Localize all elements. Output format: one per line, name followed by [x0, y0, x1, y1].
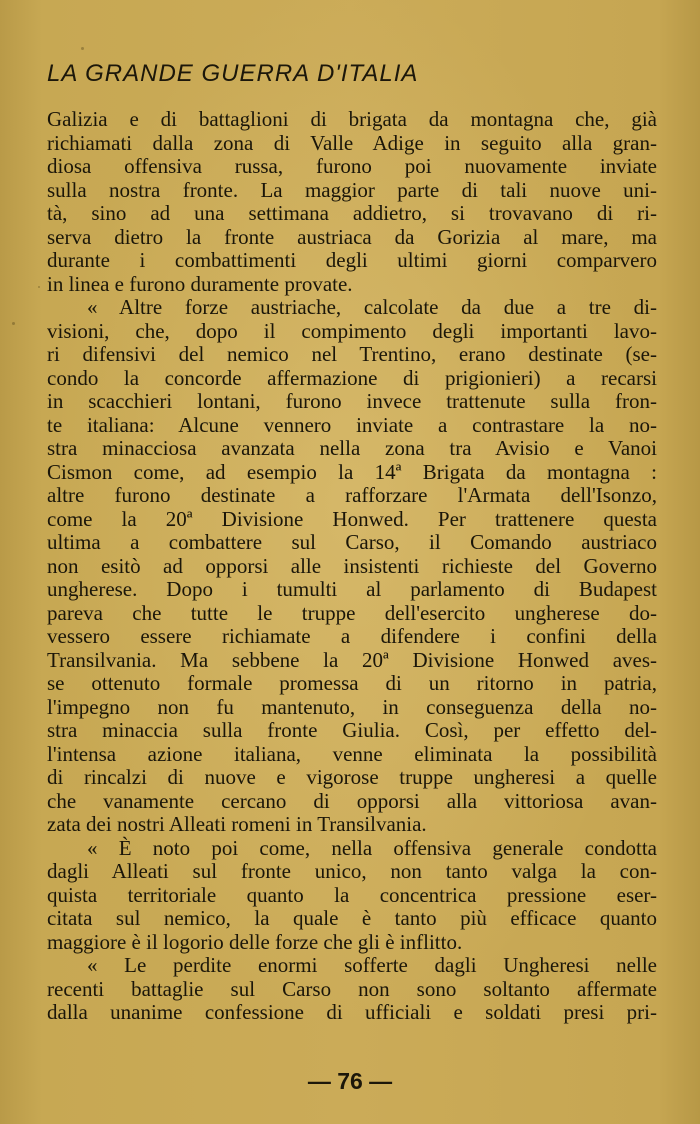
text-line: ungherese. Dopo i tumulti al parlamento di Budapest [47, 577, 657, 601]
text-line: in linea e furono duramente provate. [47, 271, 353, 296]
running-head: LA GRANDE GUERRA D'ITALIA [47, 60, 419, 87]
text-line: quista territoriale quanto la concentrica pressione eser- [47, 882, 657, 907]
text-line: tà, sino ad una settimana addietro, si trovavano di ri- [47, 201, 657, 225]
text-line: « Altre forze austriache, calcolate da due a tre di- [87, 295, 657, 319]
text-line: non esitò ad opporsi alle insistenti richieste del Governo [47, 553, 657, 578]
text-line: sulla nostra fronte. La maggior parte di tali nuove uni- [47, 177, 657, 202]
text-line: stra minaccia sulla fronte Giulia. Così, per effetto del- [47, 718, 657, 742]
text-line: Galizia e di battaglioni di brigata da montagna che, già [47, 107, 657, 131]
text-line: condo la concorde affermazione di prigionieri) a recarsi [47, 365, 657, 390]
text-line: Cismon come, ad esempio la 14ª Brigata da montagna : [47, 459, 657, 484]
text-line: visioni, che, dopo il compimento degli importanti lavo- [47, 318, 657, 343]
text-line: « È noto poi come, nella offensiva generale condotta [87, 835, 657, 860]
page-number: — 76 — [307, 1068, 393, 1094]
paper-speck [38, 286, 40, 288]
text-line: « Le perdite enormi sofferte dagli Ungheresi nelle [87, 953, 657, 977]
text-line: di rincalzi di nuove e vigorose truppe ungheresi a quelle [47, 765, 657, 789]
text-line: come la 20ª Divisione Honwed. Per trattenere questa [47, 506, 657, 531]
text-line: che vanamente cercano di opporsi alla vittoriosa avan- [47, 788, 657, 813]
paper-speck [81, 47, 84, 50]
text-line: maggiore è il logorio delle forze che gli è inflitto. [47, 929, 463, 954]
text-line: pareva che tutte le truppe dell'esercito ungherese do- [47, 600, 657, 625]
text-line: stra minacciosa avanzata nella zona tra Avisio e Vanoi [47, 436, 657, 460]
text-line: l'impegno non fu mantenuto, in conseguenza della no- [47, 694, 657, 719]
text-line: te italiana: Alcune vennero inviate a contrastare la no- [47, 412, 657, 437]
text-line: dalla unanime confessione di ufficiali e soldati presi pri- [47, 1000, 657, 1024]
text-line: serva dietro la fronte austriaca da Gorizia al mare, ma [47, 224, 657, 249]
text-line: vessero essere richiamate a difendere i confini della [47, 624, 657, 648]
text-line: durante i combattimenti degli ultimi giorni comparvero [47, 248, 657, 272]
body-text [47, 108, 657, 1025]
text-line: se ottenuto formale promessa di un ritorno in patria, [47, 671, 657, 695]
text-line: in scacchieri lontani, furono invece trattenute sulla fron- [47, 389, 657, 413]
text-line: citata sul nemico, la quale è tanto più efficace quanto [47, 906, 657, 930]
paper-speck [12, 322, 15, 325]
text-line: ultima a combattere sul Carso, il Comando austriaco [47, 530, 657, 554]
text-line: altre furono destinate a rafforzare l'Armata dell'Isonzo, [47, 483, 657, 507]
text-line: Transilvania. Ma sebbene la 20ª Divisione Honwed aves- [47, 647, 657, 672]
text-line: l'intensa azione italiana, venne eliminata la possibilità [47, 741, 657, 766]
text-line: richiamati dalla zona di Valle Adige in seguito alla gran- [47, 130, 657, 155]
text-line: dagli Alleati sul fronte unico, non tanto valga la con- [47, 859, 657, 883]
text-line: diosa offensiva russa, furono poi nuovamente inviate [47, 154, 657, 178]
text-line: recenti battaglie sul Carso non sono soltanto affermate [47, 976, 657, 1001]
text-line: zata dei nostri Alleati romeni in Transilvania. [47, 812, 427, 836]
text-line: ri difensivi del nemico nel Trentino, erano destinate (se- [47, 342, 657, 366]
